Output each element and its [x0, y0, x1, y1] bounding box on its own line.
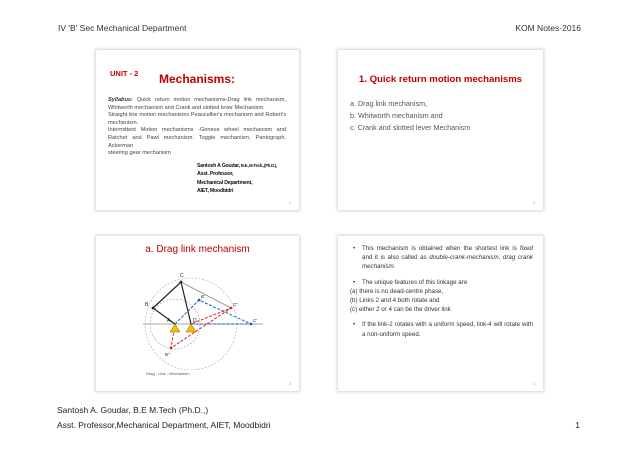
slide-3: [96, 236, 299, 391]
feature-a: (a) there is no dead-centre phase,: [350, 287, 444, 295]
mechanism-list: [350, 98, 470, 135]
list-item: c. Crank and slotted lever Mechanism: [350, 123, 471, 133]
diagram-caption: Drag - Link - Mechanism: [146, 371, 190, 376]
bullet-features: • The unique features of this linkage are: [350, 278, 533, 287]
feature-c: (c) either 2 or 4 can be the driver link: [350, 306, 451, 314]
unit-label: UNIT - 2: [110, 69, 139, 78]
label-c2: C'': [233, 302, 238, 307]
author-signature: [197, 162, 277, 196]
syllabus-line-3: Intermittent Motion mechanisms -Geneva wheel mechanism and Ratchet and Pawl mechanism. Toggle mechanism, Pantograph, Ackerman: [108, 127, 286, 149]
author-role: Asst. Professor,: [197, 171, 234, 178]
joint-b1: [198, 299, 201, 302]
list-item: a. Drag link mechanism,: [350, 99, 428, 108]
syllabus-label: Syllabus:: [108, 97, 133, 103]
fixed-pivot-d: [186, 324, 196, 332]
label-d: D: [193, 318, 197, 324]
header-right-text: KOM Notes-2016: [515, 23, 581, 33]
label-b: B: [145, 302, 149, 308]
page-number: 1: [575, 420, 580, 430]
bullet-definition: • This mechanism is obtained when the shortest link is fixed and it is also called as double-crank-mechanism, drag crank mechanism.: [350, 244, 533, 272]
footer-author: Santosh A. Goudar, B.E M.Tech (Ph.D.,): [57, 405, 209, 415]
author-degree: B.E.,M.Tech.,(Ph.D.),: [239, 163, 278, 168]
label-c: C: [180, 273, 184, 279]
slide-4-body: [350, 244, 533, 339]
joint-c1: [250, 323, 253, 326]
slide-2: [338, 50, 543, 210]
slide-2-title: 1. Quick return motion mechanisms: [358, 74, 523, 85]
drag-link-grey: [181, 282, 231, 308]
slide-3-title: a. Drag link mechanism: [145, 244, 250, 255]
drag-link-black: [153, 282, 191, 324]
label-c1: C': [253, 318, 258, 323]
author-inst: AIET, Moodbidri: [197, 188, 234, 195]
slide-page-number: 4: [533, 382, 535, 386]
list-item: b. Whitworth mechanism and: [350, 111, 443, 121]
slide-4: [338, 236, 543, 391]
footer-affiliation: Asst. Professor,Mechanical Department, AIET, Moodbidri: [57, 420, 271, 430]
drag-link-diagram: [141, 262, 266, 370]
fixed-pivot-a: [170, 324, 180, 332]
syllabus-line-4: steering gear mechanism: [108, 150, 171, 157]
feature-b: (b) Links 2 and 4 both rotate and: [350, 297, 440, 305]
joint-b: [152, 307, 155, 310]
drag-link-red: [171, 308, 231, 348]
label-b2: B'': [165, 352, 170, 357]
bullet-speed: • If the link-2 rotates with a uniform speed, link-4 will rotate with a non-uniform speed.: [350, 320, 533, 338]
slide-1-title: Mechanisms:: [159, 72, 236, 86]
slide-page-number: 1: [289, 201, 291, 205]
joint-c: [180, 281, 183, 284]
joint-b2: [170, 347, 173, 350]
author-name: Santosh A Goudar,: [197, 163, 240, 169]
label-b1: B': [201, 294, 205, 299]
syllabus-line-2: Straight line motion mechanisms Peaucellier's mechanism and Robert's mechanism.: [108, 112, 286, 126]
slide-page-number: 3: [289, 382, 291, 386]
slide-page-number: 2: [533, 201, 535, 205]
syllabus-line-1: Quick return motion mechanisms-Drag link mechanism, Whitworth mechanism and Crank and slotted lever Mechanism.: [108, 97, 286, 111]
header-left-text: IV 'B' Sec Mechanical Department: [58, 23, 187, 33]
joint-c2: [230, 307, 233, 310]
slide-1: [96, 50, 299, 210]
syllabus-text: [108, 97, 286, 158]
label-a: A: [167, 318, 171, 324]
author-dept: Mechanical Department,: [197, 179, 253, 186]
